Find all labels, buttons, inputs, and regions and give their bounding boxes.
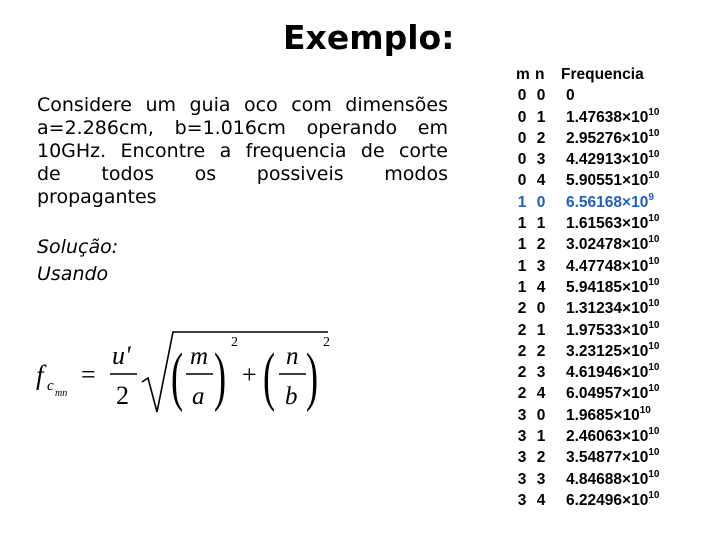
frequency-exponent: 10 — [648, 489, 660, 501]
formula-lparen-2: ( — [263, 339, 276, 413]
cell-n: 0 — [536, 406, 546, 424]
frequency-mantissa: 1.97533×10 — [566, 321, 649, 339]
formula-m: m — [190, 343, 209, 370]
frequency-exponent: 10 — [648, 149, 660, 161]
cell-frequencia — [566, 426, 659, 447]
cell-m: 3 — [517, 491, 527, 509]
problem-statement — [37, 94, 448, 209]
cell-frequencia — [566, 192, 654, 213]
cell-n: 3 — [536, 257, 546, 275]
formula-rparen-2: ) — [306, 339, 319, 413]
table-row — [513, 426, 713, 447]
formula-b: b — [285, 383, 298, 410]
formula-exp-1: 2 — [231, 335, 238, 350]
table-row — [513, 170, 713, 191]
cell-frequencia — [566, 320, 659, 341]
header-n: n — [535, 66, 545, 83]
cell-n: 4 — [536, 385, 546, 403]
table-row — [513, 469, 713, 490]
formula-two: 2 — [116, 381, 129, 410]
cell-m: 2 — [517, 364, 527, 382]
cell-frequencia — [566, 298, 659, 319]
cell-frequencia — [566, 234, 659, 255]
frequency-mantissa: 2.46063×10 — [566, 428, 649, 446]
cell-frequencia — [566, 128, 659, 149]
cell-frequencia — [566, 149, 659, 170]
formula-equals: = — [81, 360, 96, 389]
cell-m: 3 — [517, 406, 527, 424]
formula-sub-mn: mn — [55, 388, 68, 399]
frequency-mantissa: 5.94185×10 — [566, 278, 649, 296]
frequency-mantissa: 6.22496×10 — [566, 491, 649, 509]
formula-rparen-1: ) — [214, 339, 227, 413]
table-header-row — [513, 64, 713, 85]
table-row — [513, 405, 713, 426]
cell-m: 1 — [517, 278, 527, 296]
table-row — [513, 362, 713, 383]
table-row — [513, 341, 713, 362]
frequency-mantissa: 3.02478×10 — [566, 236, 649, 254]
table-row — [513, 85, 713, 106]
cell-n: 2 — [536, 129, 546, 147]
table-rows — [513, 85, 713, 511]
cell-n: 2 — [536, 342, 546, 360]
frequency-exponent: 10 — [648, 276, 660, 288]
cell-n: 1 — [536, 321, 546, 339]
cell-frequencia — [566, 170, 659, 191]
formula-a: a — [192, 383, 205, 410]
table-row — [513, 277, 713, 298]
solution-label: Solução: — [37, 236, 119, 258]
problem-line: de todos os possiveis modos — [37, 163, 448, 185]
cell-n: 0 — [536, 193, 546, 211]
frequency-mantissa: 3.54877×10 — [566, 449, 649, 467]
frequency-exponent: 10 — [648, 213, 660, 225]
cell-m: 0 — [517, 129, 527, 147]
problem-line: 10GHz. Encontre a frequencia de corte — [37, 140, 448, 162]
formula-lparen-1: ( — [171, 339, 184, 413]
frequency-exponent: 10 — [648, 340, 660, 352]
cell-frequencia — [566, 341, 659, 362]
frequency-mantissa: 5.90551×10 — [566, 172, 649, 190]
table-row — [513, 320, 713, 341]
table-row — [513, 149, 713, 170]
frequency-mantissa: 4.84688×10 — [566, 470, 649, 488]
frequency-exponent: 10 — [639, 404, 651, 416]
header-m: m — [516, 66, 530, 83]
frequency-exponent: 10 — [648, 426, 660, 438]
frequency-exponent: 10 — [648, 127, 660, 139]
table-row — [513, 234, 713, 255]
cell-n: 4 — [536, 172, 546, 190]
cell-m: 0 — [517, 87, 527, 105]
frequency-exponent: 10 — [648, 170, 660, 182]
frequency-exponent: 10 — [648, 255, 660, 267]
table-row — [513, 298, 713, 319]
frequency-mantissa: 6.56168×10 — [566, 193, 649, 211]
frequency-mantissa: 0 — [566, 87, 575, 105]
cell-n: 2 — [536, 449, 546, 467]
frequency-mantissa: 4.47748×10 — [566, 257, 649, 275]
table-row — [513, 490, 713, 511]
cell-frequencia — [566, 447, 659, 468]
header-frequencia: Frequencia — [561, 66, 644, 83]
cell-n: 0 — [536, 300, 546, 318]
cell-frequencia — [566, 107, 659, 128]
problem-line: a=2.286cm, b=1.016cm operando em — [37, 117, 448, 139]
frequency-exponent: 10 — [648, 468, 660, 480]
table-row — [513, 383, 713, 404]
frequency-mantissa: 3.23125×10 — [566, 342, 649, 360]
problem-line: propagantes — [37, 186, 157, 208]
mode-frequency-table — [513, 64, 713, 511]
frequency-exponent: 10 — [648, 234, 660, 246]
cell-m: 2 — [517, 321, 527, 339]
frequency-mantissa: 6.04957×10 — [566, 385, 649, 403]
cell-m: 3 — [517, 470, 527, 488]
formula-exp-2: 2 — [323, 335, 330, 350]
cell-n: 4 — [536, 278, 546, 296]
cell-m: 3 — [517, 449, 527, 467]
cell-n: 0 — [536, 87, 546, 105]
cell-m: 3 — [517, 428, 527, 446]
solution-block — [37, 234, 118, 288]
formula-f: f — [36, 360, 44, 390]
frequency-mantissa: 4.61946×10 — [566, 364, 649, 382]
table-row — [513, 213, 713, 234]
cell-m: 0 — [517, 172, 527, 190]
cell-n: 1 — [536, 428, 546, 446]
problem-line: Considere um guia oco com dimensões — [37, 94, 448, 116]
cell-frequencia — [566, 405, 651, 426]
cell-frequencia — [566, 362, 659, 383]
cell-m: 2 — [517, 300, 527, 318]
formula-sub-c: c — [47, 378, 54, 394]
frequency-mantissa: 1.31234×10 — [566, 300, 649, 318]
cell-m: 2 — [517, 385, 527, 403]
frequency-mantissa: 4.42913×10 — [566, 151, 649, 169]
frequency-exponent: 10 — [648, 383, 660, 395]
cell-n: 4 — [536, 491, 546, 509]
formula-n: n — [286, 343, 299, 370]
cell-frequencia — [566, 383, 659, 404]
frequency-exponent: 10 — [648, 106, 660, 118]
cell-frequencia — [566, 277, 659, 298]
table-row — [513, 107, 713, 128]
formula-u-prime: u' — [112, 341, 131, 370]
cell-frequencia — [566, 469, 659, 490]
frequency-mantissa: 2.95276×10 — [566, 129, 649, 147]
cell-frequencia — [566, 213, 659, 234]
cell-n: 3 — [536, 364, 546, 382]
frequency-exponent: 10 — [648, 362, 660, 374]
table-row — [513, 447, 713, 468]
cell-m: 1 — [517, 236, 527, 254]
frequency-mantissa: 1.47638×10 — [566, 108, 649, 126]
cell-frequencia — [566, 85, 575, 106]
frequency-exponent: 10 — [648, 319, 660, 331]
cell-m: 0 — [517, 108, 527, 126]
cell-frequencia — [566, 490, 659, 511]
frequency-mantissa: 1.61563×10 — [566, 215, 649, 233]
table-row — [513, 128, 713, 149]
formula-plus: + — [242, 360, 257, 389]
cell-m: 1 — [517, 193, 527, 211]
frequency-exponent: 10 — [648, 298, 660, 310]
table-row — [513, 192, 713, 213]
cell-n: 3 — [536, 470, 546, 488]
cell-m: 2 — [517, 342, 527, 360]
cell-m: 0 — [517, 151, 527, 169]
cell-n: 3 — [536, 151, 546, 169]
table-row — [513, 256, 713, 277]
frequency-mantissa: 1.9685×10 — [566, 406, 640, 424]
cell-n: 1 — [536, 215, 546, 233]
slide-title: Exemplo: — [283, 18, 455, 57]
frequency-exponent: 10 — [648, 447, 660, 459]
cutoff-frequency-formula — [36, 326, 336, 416]
cell-frequencia — [566, 256, 659, 277]
solution-usando: Usando — [37, 263, 109, 285]
cell-n: 1 — [536, 108, 546, 126]
frequency-exponent: 9 — [648, 191, 654, 203]
cell-m: 1 — [517, 257, 527, 275]
cell-m: 1 — [517, 215, 527, 233]
cell-n: 2 — [536, 236, 546, 254]
